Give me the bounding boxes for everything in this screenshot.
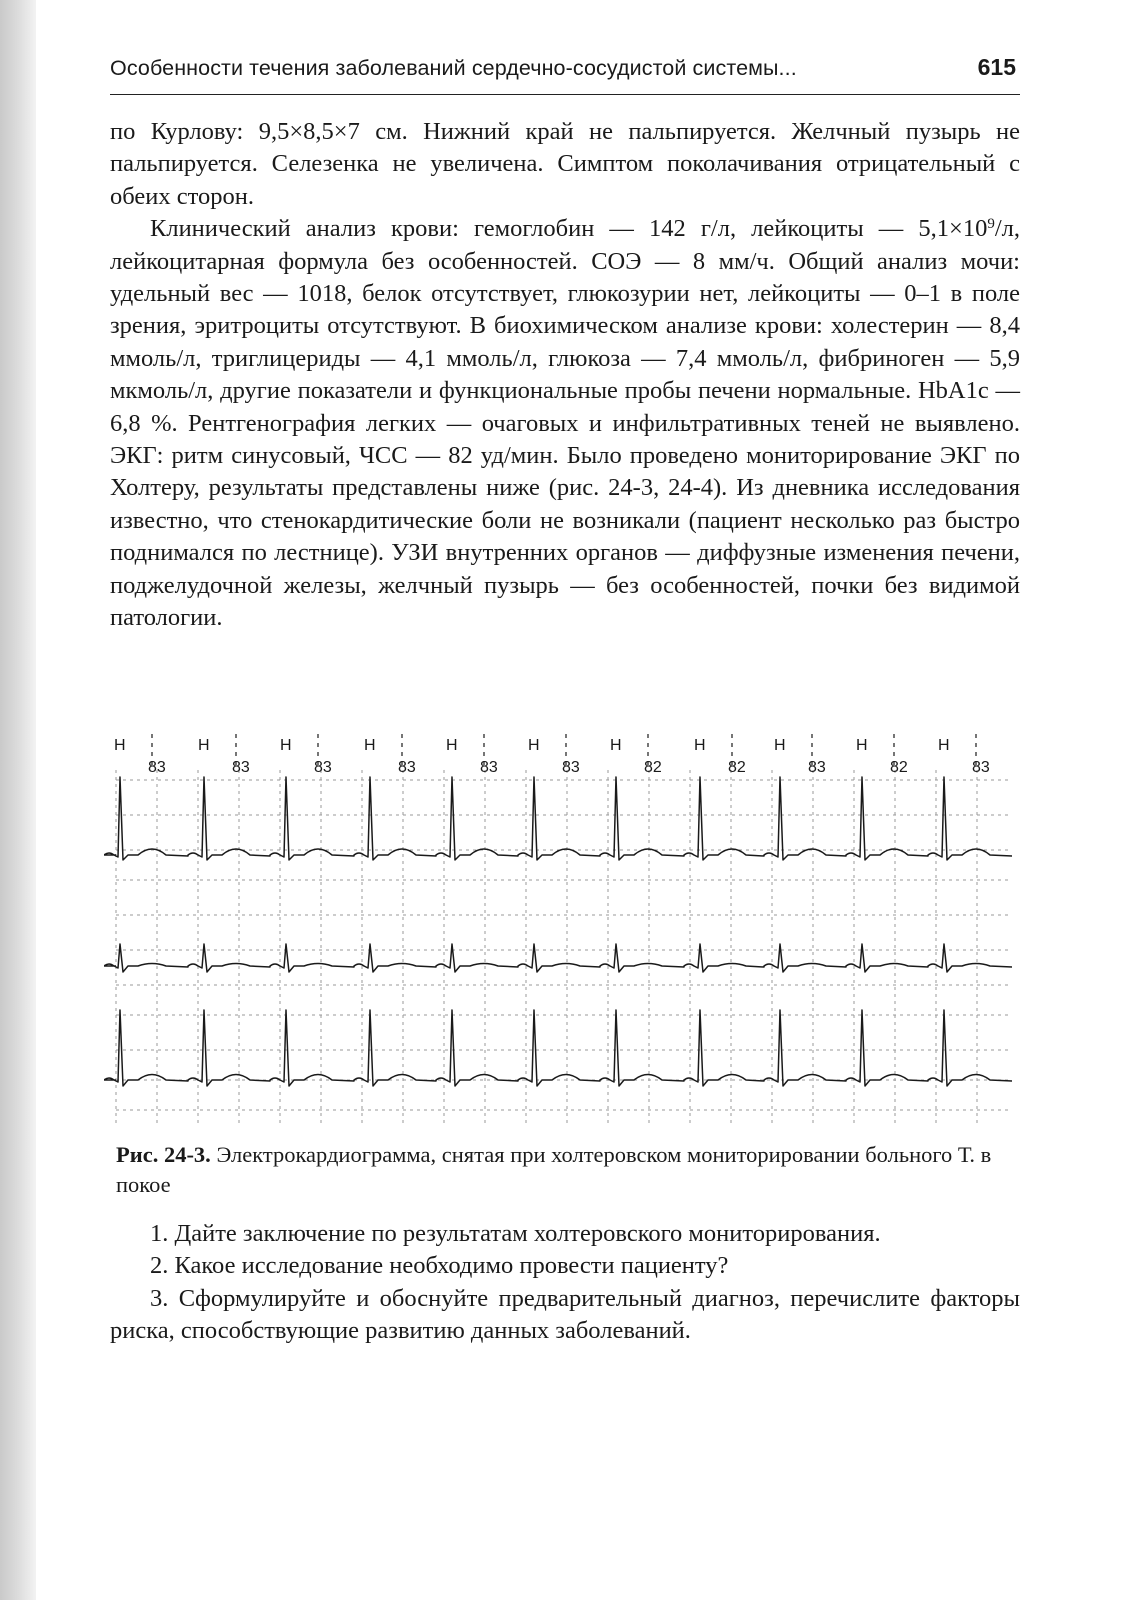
beat-marker: H: [280, 737, 292, 754]
page-number: 615: [977, 54, 1016, 80]
beat-marker: H: [446, 737, 458, 754]
figure-caption-label: Рис. 24-3.: [116, 1142, 211, 1167]
question-3: 3. Сформулируйте и обоснуйте предварительный диагноз, перечислите факторы риска, способствующие развитию данных заболеваний.: [110, 1284, 1020, 1345]
heart-rate-value: 83: [808, 759, 826, 776]
question-1: 1. Дайте заключение по результатам холтеровского мониторирования.: [150, 1220, 881, 1247]
paragraph-2-rest: /л, лейкоцитарная формула без особенностей. СОЭ — 8 мм/ч. Общий анализ мочи: удельный вес — 1018, белок отсутствует, глюкозурии нет, лейкоциты — 0–1 в поле зрения, эритроциты отсутствуют. В биохимическом анализе крови: холестерин — 8,4 ммоль/л, триглицериды — 4,1 ммоль/л, глюкоза — 7,4 ммоль/л, фибриноген — 5,9 мкмоль/л, другие показатели и функциональные пробы печени нормальные. HbA1c — 6,8 %. Рентгенография легких — очаговых и инфильтративных теней не выявлено. ЭКГ: ритм синусовый, ЧСС — 82 уд/мин. Было проведено мониторирование ЭКГ по Холтеру, результаты представлены ниже (рис. 24-3, 24-4). Из дневника исследования известно, что стенокардитические боли не возникали (пациент несколько раз быстро поднимался по лестнице). УЗИ внутренних органов — диффузные изменения печени, поджелудочной железы, желчный пузырь — без особенностей, почки без видимой патологии.: [110, 215, 1020, 632]
beat-marker: H: [694, 737, 706, 754]
heart-rate-value: 83: [232, 759, 250, 776]
running-header: [110, 52, 1020, 95]
body-text: [110, 116, 1020, 635]
heart-rate-value: 82: [890, 759, 908, 776]
paragraph-2: [110, 213, 1020, 634]
question-2: 2. Какое исследование необходимо провести пациенту?: [150, 1252, 729, 1280]
beat-marker: H: [528, 737, 540, 754]
beat-marker: H: [114, 737, 126, 754]
beat-marker: H: [198, 737, 210, 754]
paragraph-2-start: Клинический анализ крови: гемоглобин — 142 г/л, лейкоциты — 5,1×10: [150, 215, 988, 243]
ecg-trace-channel-2: [104, 944, 1012, 972]
beat-marker: H: [856, 737, 868, 754]
heart-rate-value: 83: [148, 759, 166, 776]
heart-rate-value: 82: [728, 759, 746, 776]
heart-rate-value: 82: [644, 759, 662, 776]
figure-caption: [116, 1140, 1016, 1200]
heart-rate-value: 83: [972, 759, 990, 776]
beat-marker: H: [774, 737, 786, 754]
paragraph-1: по Курлову: 9,5×8,5×7 см. Нижний край не пальпируется. Желчный пузырь не пальпируется. Селезенка не увеличена. Симптом поколачивания отрицательный с обеих сторон.: [110, 118, 1020, 210]
heart-rate-value: 83: [562, 759, 580, 776]
heart-rate-value: 83: [398, 759, 416, 776]
ecg-trace-channel-1: [104, 777, 1012, 860]
beat-marker: H: [364, 737, 376, 754]
ecg-trace-channel-3: [104, 1010, 1012, 1086]
heart-rate-value: 83: [314, 759, 332, 776]
heart-rate-value: 83: [480, 759, 498, 776]
running-title: Особенности течения заболеваний сердечно-сосудистой системы...: [110, 56, 797, 80]
beat-marker: H: [610, 737, 622, 754]
figure-caption-text: Электрокардиограмма, снятая при холтеровском мониторировании больного Т. в покое: [116, 1142, 992, 1197]
page-gutter-shadow: [0, 0, 36, 1600]
ecg-strip: [104, 730, 1024, 1130]
questions-list: [110, 1218, 1020, 1348]
ecg-figure: [104, 730, 1024, 1130]
beat-marker: H: [938, 737, 950, 754]
exponent: 9: [987, 216, 995, 233]
